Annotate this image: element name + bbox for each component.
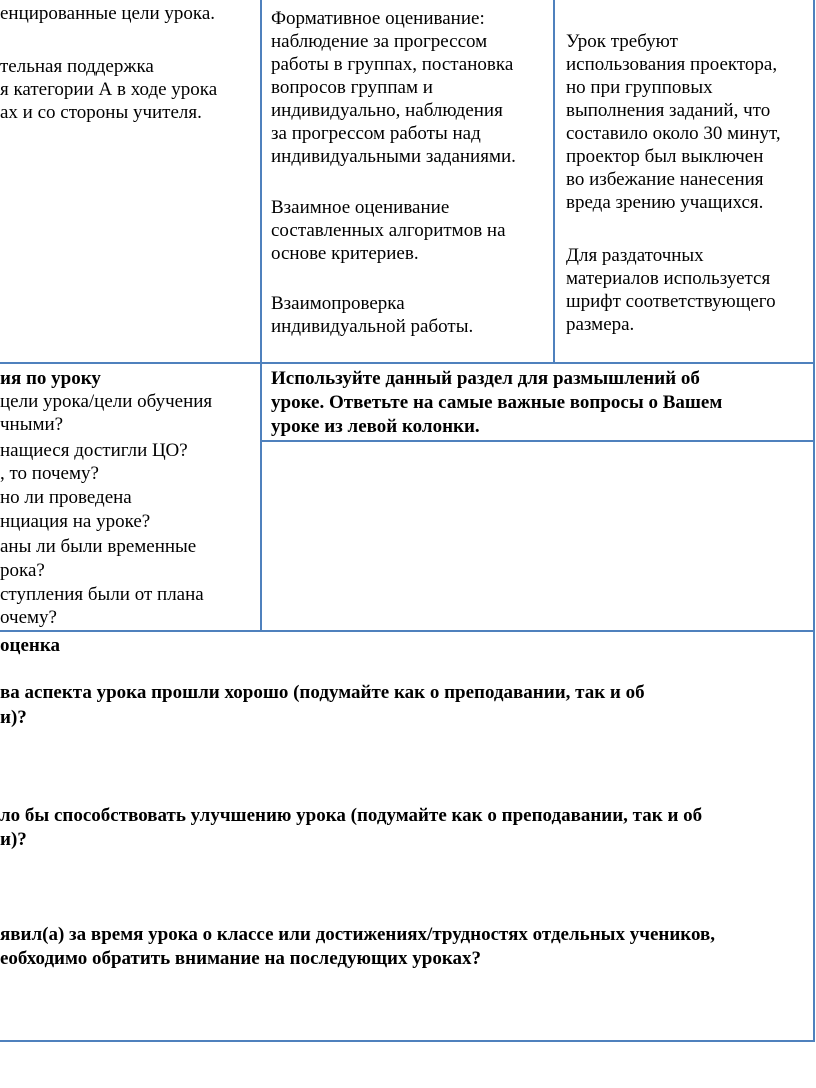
reflection-question-line: аны ли были временные [0, 536, 197, 557]
reflection-answer-area[interactable] [262, 442, 813, 630]
reflection-question-line: , то почему? [0, 463, 99, 484]
health-line: выполнения заданий, что [566, 100, 771, 121]
health-line: во избежание нанесения [566, 169, 764, 190]
assessment-line: наблюдение за прогрессом [271, 31, 488, 52]
health-line: вреда зрению учащихся. [566, 192, 764, 213]
assessment-line: работы в группах, постановка [271, 54, 514, 75]
table-border-mid-col [553, 0, 555, 364]
assessment-line: Взаимное оценивание [271, 197, 450, 218]
reflection-instruction-line: уроке. Ответьте на самые важные вопросы о Вашем [271, 392, 723, 413]
assessment-line: составленных алгоритмов на [271, 220, 506, 241]
summary-question-1-line: ва аспекта урока прошли хорошо (подумайте как о преподавании, так и об [0, 682, 645, 703]
table-border-row1-bottom [0, 362, 815, 364]
summary-question-3-line: явил(а) за время урока о классе или достижениях/трудностях отдельных учеников, [0, 924, 716, 945]
reflection-instruction-line: уроке из левой колонки. [271, 416, 480, 437]
health-line: Урок требуют [566, 31, 678, 52]
summary-question-3-line: еобходимо обратить внимание на последующих уроках? [0, 948, 481, 969]
reflection-instruction-line: Используйте данный раздел для размышлений об [271, 368, 700, 389]
lesson-goals-line: я категории А в ходе урока [0, 79, 218, 100]
lesson-goals-line: енцированные цели урока. [0, 3, 216, 24]
summary-question-1-line: и)? [0, 707, 27, 728]
health-line: размера. [566, 314, 635, 335]
reflection-question-line: нащиеся достигли ЦО? [0, 440, 188, 461]
summary-heading: оценка [0, 635, 60, 656]
table-border-right [813, 0, 815, 1042]
reflection-question-line: но ли проведена [0, 487, 132, 508]
summary-question-2-line: ло бы способствовать улучшению урока (подумайте как о преподавании, так и об [0, 805, 703, 826]
assessment-line: индивидуально, наблюдения [271, 100, 503, 121]
table-border-bottom [0, 1040, 815, 1042]
assessment-line: за прогрессом работы над [271, 123, 481, 144]
reflection-question-line: нциация на уроке? [0, 511, 151, 532]
health-line: шрифт соответствующего [566, 291, 776, 312]
health-line: Для раздаточных [566, 245, 704, 266]
health-line: но при групповых [566, 77, 713, 98]
reflection-question-line: ступления были от плана [0, 584, 204, 605]
lesson-goals-line: ах и со стороны учителя. [0, 102, 202, 123]
health-line: составило около 30 минут, [566, 123, 781, 144]
assessment-line: индивидуальными заданиями. [271, 146, 516, 167]
summary-question-2-line: и)? [0, 829, 27, 850]
table-border-row2-bottom [0, 630, 815, 632]
assessment-line: Взаимопроверка [271, 293, 405, 314]
assessment-line: Формативное оценивание: [271, 8, 485, 29]
assessment-line: вопросов группам и [271, 77, 433, 98]
assessment-line: индивидуальной работы. [271, 316, 474, 337]
health-line: материалов используется [566, 268, 771, 289]
reflection-heading: ия по уроку [0, 368, 101, 389]
reflection-question-line: рока? [0, 560, 45, 581]
health-line: использования проектора, [566, 54, 778, 75]
reflection-question-line: чными? [0, 414, 64, 435]
assessment-line: основе критериев. [271, 243, 419, 264]
lesson-goals-line: тельная поддержка [0, 56, 154, 77]
health-line: проектор был выключен [566, 146, 764, 167]
reflection-question-line: цели урока/цели обучения [0, 391, 213, 412]
reflection-question-line: очему? [0, 607, 57, 628]
